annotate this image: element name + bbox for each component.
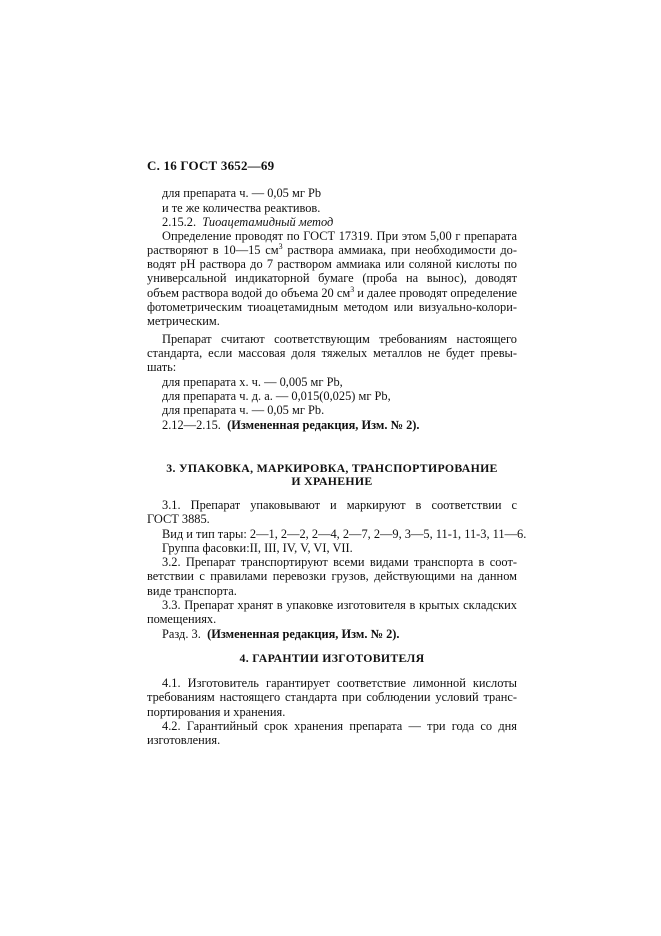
text-line: Группа фасовки:II, III, IV, V, VI, VII. bbox=[162, 541, 353, 555]
text-line: 3.2. Препарат транспортируют всеми видами транспорта в соот- bbox=[162, 555, 517, 569]
text-line: требованиям настоящего стандарта при соблюдении условий транс- bbox=[147, 690, 517, 704]
text-line: метрическим. bbox=[147, 314, 220, 328]
text-line: портирования и хранения. bbox=[147, 705, 286, 719]
list-item: для препарата х. ч. — 0,005 мг Pb, bbox=[162, 375, 343, 389]
text-line: виде транспорта. bbox=[147, 584, 237, 598]
text-line: и те же количества реактивов. bbox=[162, 201, 321, 215]
subsection-title: Тиоацетамидный метод bbox=[202, 215, 334, 229]
subsection-heading bbox=[162, 215, 333, 229]
section-4-title: 4. ГАРАНТИИ ИЗГОТОВИТЕЛЯ bbox=[239, 651, 425, 665]
revision-note: Разд. 3. (Измененная редакция, Изм. № 2). bbox=[162, 627, 400, 641]
page-header: С. 16 ГОСТ 3652—69 bbox=[147, 158, 275, 173]
superscript: 3 bbox=[350, 285, 355, 294]
section-3-title: 3. УПАКОВКА, МАРКИРОВКА, ТРАНСПОРТИРОВАНИЕ bbox=[166, 461, 498, 475]
text-line: ГОСТ 3885. bbox=[147, 512, 210, 526]
text-line: Определение проводят по ГОСТ 17319. При этом 5,00 г препарата bbox=[162, 229, 517, 243]
text-line: помещениях. bbox=[147, 612, 217, 626]
revision-note: 2.12—2.15. (Измененная редакция, Изм. № 2). bbox=[162, 418, 420, 432]
text-line: изготовления. bbox=[147, 733, 221, 747]
superscript: 3 bbox=[278, 242, 283, 251]
text-line: стандарта, если массовая доля тяжелых металлов не будет превы- bbox=[147, 346, 517, 360]
text-line: фотометрическим тиоацетамидным методом или визуально-колори- bbox=[147, 300, 517, 314]
text-line: растворяют в 10—15 $см^3$ раствора аммиака, при необходимости до- bbox=[147, 242, 517, 257]
list-item: для препарата ч. — 0,05 мг Pb. bbox=[162, 403, 325, 417]
text-line: для препарата ч. — 0,05 мг Pb bbox=[162, 186, 322, 200]
subsection-number: 2.15.2. bbox=[162, 215, 197, 229]
section-3-title-cont: И ХРАНЕНИЕ bbox=[291, 474, 373, 488]
text-line: 3.1. Препарат упаковывают и маркируют в соответствии с bbox=[162, 498, 517, 512]
text-line: водят рН раствора до 7 раствором аммиака или соляной кислоты по bbox=[147, 257, 517, 271]
text-line: 4.1. Изготовитель гарантирует соответствие лимонной кислоты bbox=[162, 676, 517, 690]
text-line: ветствии с правилами перевозки грузов, действующими на данном bbox=[147, 569, 517, 583]
list-item: для препарата ч. д. а. — 0,015(0,025) мг Pb, bbox=[162, 389, 391, 403]
text-line: Препарат считают соответствующим требованиям настоящего bbox=[162, 332, 517, 346]
text-line: 4.2. Гарантийный срок хранения препарата — три года со дня bbox=[162, 719, 517, 733]
text-line: 3.3. Препарат хранят в упаковке изготовителя в крытых складских bbox=[162, 598, 517, 612]
text-line: шать: bbox=[147, 360, 177, 374]
text-line: объем раствора водой до объема 20 $см^3$ и далее проводят определение bbox=[147, 285, 517, 300]
text-line: универсальной индикаторной бумаге (проба на вынос), доводят bbox=[147, 271, 517, 285]
text-line: Вид и тип тары: 2—1, 2—2, 2—4, 2—7, 2—9, 3—5, 11-1, 11-3, 11—6. bbox=[162, 527, 527, 541]
